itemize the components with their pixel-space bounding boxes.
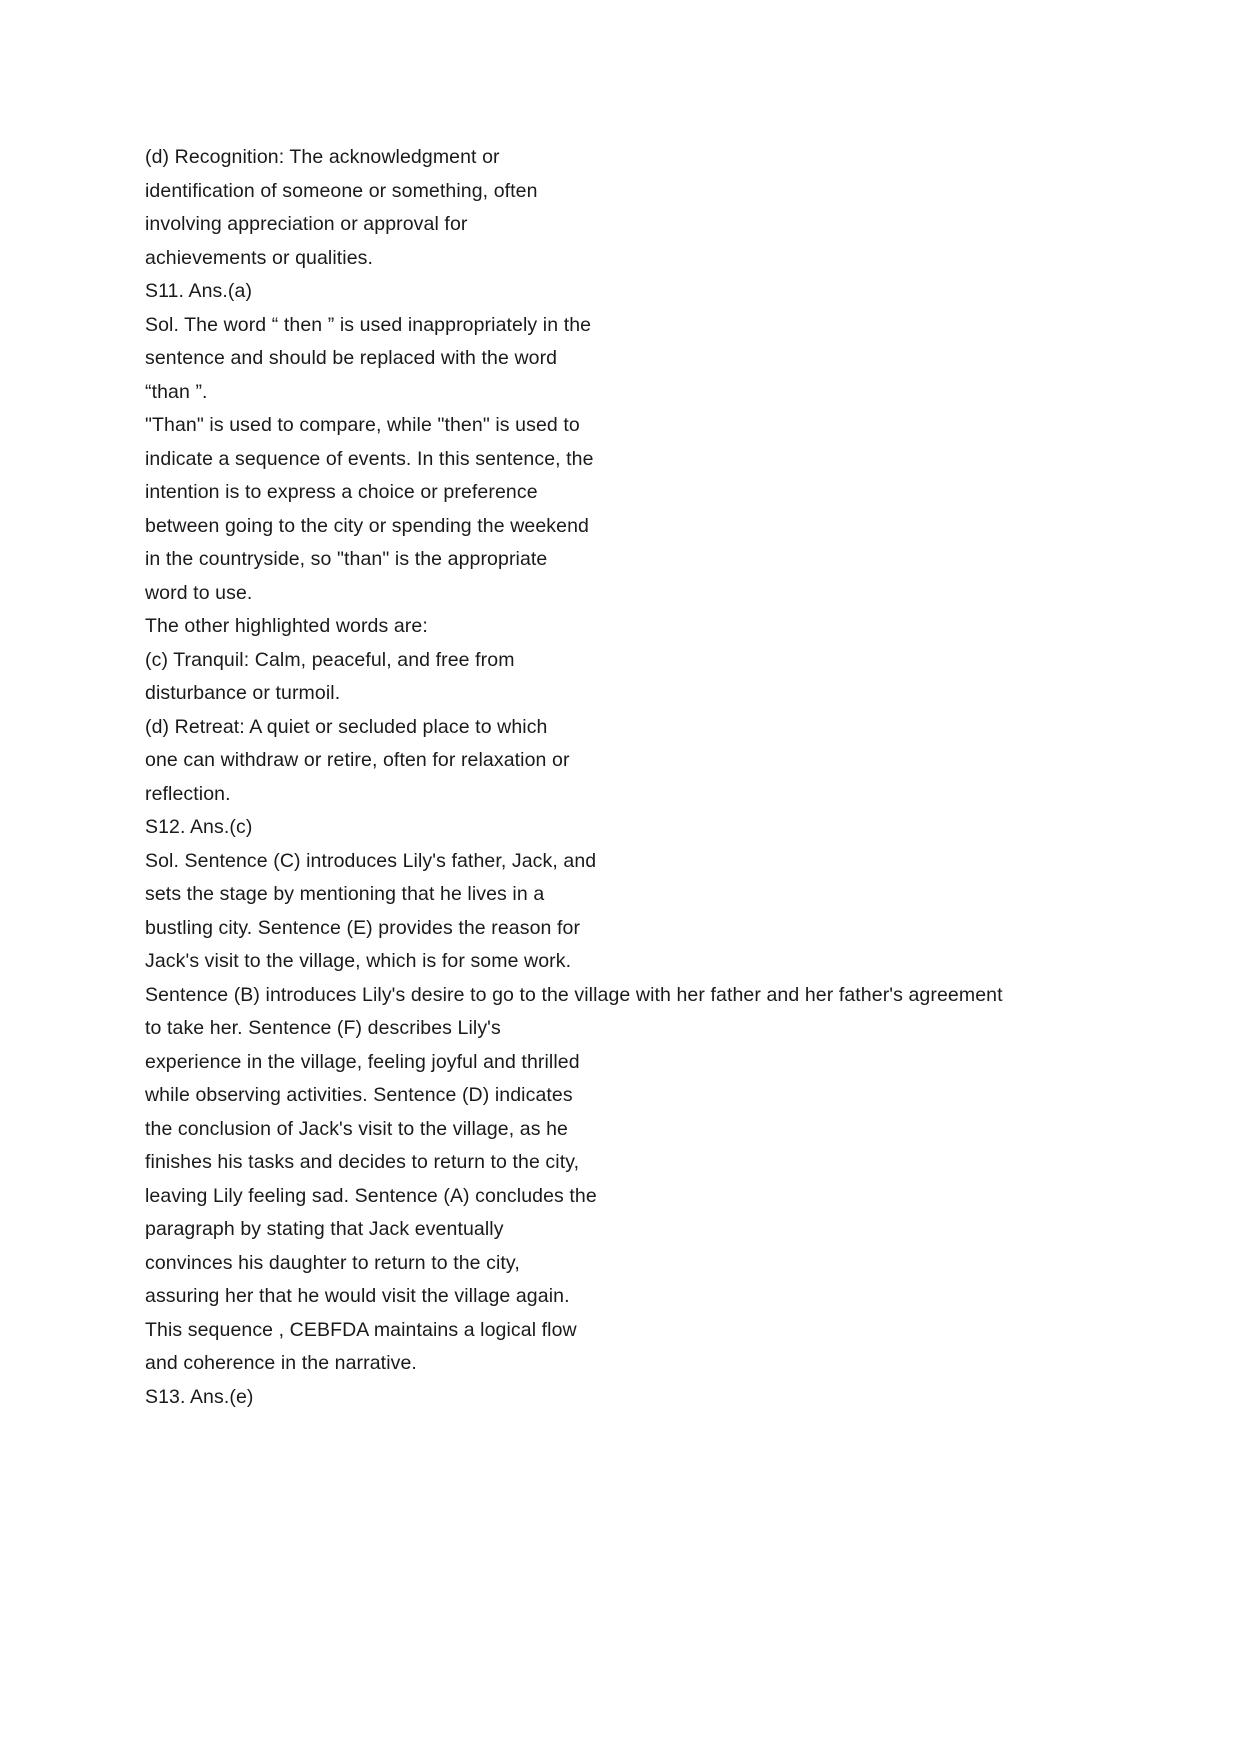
definition-recognition-line-4: achievements or qualities. bbox=[145, 246, 374, 269]
solution-s12-line-14: assuring her that he would visit the village again. bbox=[145, 1285, 570, 1307]
definition-retreat-line-1: (d) Retreat: A quiet or secluded place to which bbox=[145, 715, 548, 738]
solution-s12-line-4: Jack's visit to the village, which is for some work. bbox=[145, 950, 572, 972]
definition-recognition-line-2: identification of someone or something, often bbox=[145, 179, 538, 202]
solution-s11-line-4: "Than" is used to compare, while "then" is used to bbox=[145, 414, 580, 436]
solution-s11-line-1: Sol. The word “ then ” is used inappropriately in the bbox=[145, 313, 592, 336]
solution-s11-line-3: “than ”. bbox=[145, 380, 208, 403]
solution-s12-line-3: bustling city. Sentence (E) provides the reason for bbox=[145, 916, 581, 939]
document-body bbox=[145, 141, 1145, 1414]
solution-s12-line-6: to take her. Sentence (F) describes Lily's bbox=[145, 1017, 501, 1039]
solution-s11-line-2: sentence and should be replaced with the word bbox=[145, 347, 558, 369]
answer-s12-heading: S12. Ans.(c) bbox=[145, 816, 253, 838]
solution-s12-line-9: the conclusion of Jack's visit to the village, as he bbox=[145, 1117, 568, 1140]
solution-s12-line-12: paragraph by stating that Jack eventually bbox=[145, 1218, 504, 1240]
solution-s11-line-7: between going to the city or spending the weekend bbox=[145, 514, 589, 537]
solution-s12-line-10: finishes his tasks and decides to return to the city, bbox=[145, 1151, 580, 1173]
definition-recognition-line-1: (d) Recognition: The acknowledgment or bbox=[145, 146, 500, 168]
answer-s11-heading: S11. Ans.(a) bbox=[145, 280, 253, 302]
solution-s12-line-1: Sol. Sentence (C) introduces Lily's father, Jack, and bbox=[145, 849, 597, 872]
answer-s13-heading: S13. Ans.(e) bbox=[145, 1385, 254, 1408]
definition-recognition-line-3: involving appreciation or approval for bbox=[145, 213, 468, 235]
solution-s11-line-8: in the countryside, so "than" is the appropriate bbox=[145, 548, 548, 570]
solution-s12-line-8: while observing activities. Sentence (D) indicates bbox=[145, 1084, 573, 1106]
solution-s12-line-13: convinces his daughter to return to the city, bbox=[145, 1251, 520, 1274]
definition-tranquil-line-2: disturbance or turmoil. bbox=[145, 682, 341, 704]
definition-retreat-line-2: one can withdraw or retire, often for relaxation or bbox=[145, 749, 570, 771]
solution-s11-line-6: intention is to express a choice or preference bbox=[145, 481, 538, 503]
definition-retreat-line-3: reflection. bbox=[145, 782, 231, 805]
solution-s11-line-5: indicate a sequence of events. In this sentence, the bbox=[145, 447, 594, 470]
solution-s12-line-15: This sequence , CEBFDA maintains a logical flow bbox=[145, 1318, 577, 1341]
solution-s12-line-7: experience in the village, feeling joyful and thrilled bbox=[145, 1050, 580, 1073]
solution-s12-line-2: sets the stage by mentioning that he lives in a bbox=[145, 883, 545, 905]
other-words-heading: The other highlighted words are: bbox=[145, 615, 428, 637]
definition-tranquil-line-1: (c) Tranquil: Calm, peaceful, and free from bbox=[145, 648, 515, 671]
solution-s12-line-11: leaving Lily feeling sad. Sentence (A) concludes the bbox=[145, 1184, 597, 1207]
solution-s12-line-5: Sentence (B) introduces Lily's desire to go to the village with her father and her father's agreement bbox=[145, 983, 1003, 1006]
solution-s12-line-16: and coherence in the narrative. bbox=[145, 1352, 417, 1374]
solution-s11-line-9: word to use. bbox=[145, 581, 253, 604]
